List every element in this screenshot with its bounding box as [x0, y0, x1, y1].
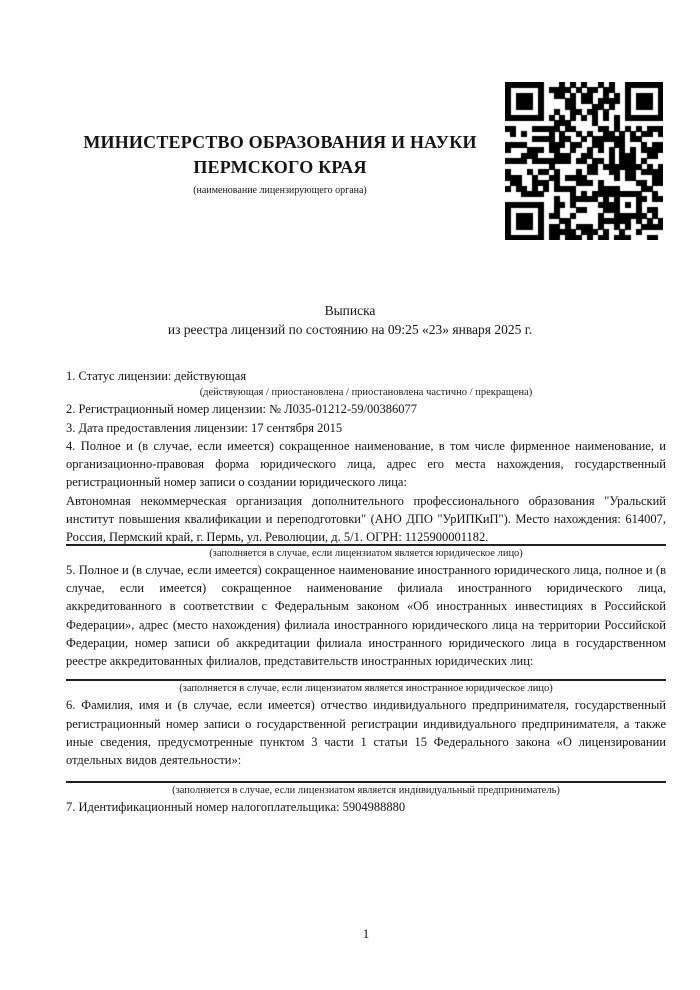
- legal-entity-note: (заполняется в случае, если лицензиатом является юридическое лицо): [209, 547, 523, 559]
- qr-code-canvas: [505, 82, 663, 240]
- grant-date-item: 3. Дата предоставления лицензии: 17 сентября 2015: [66, 420, 343, 435]
- ministry-name: [66, 130, 494, 180]
- qr-code: [505, 82, 663, 240]
- document-title-line2: из реестра лицензий по состоянию на 09:25 «23» января 2025 г.: [167, 321, 533, 337]
- ministry-header: [66, 130, 494, 197]
- document-title: [0, 302, 700, 339]
- legal-entity-item: 4. Полное и (в случае, если имеется) сокращенное наименование, в том числе фирменное наименование, и организационно-правовая форма юридического лица, адрес его места нахождения, государственный регистрационный номер записи о создании юридического лица:: [66, 438, 666, 490]
- page-number: 1: [362, 926, 370, 941]
- ministry-name-line2: ПЕРМСКОГО КРАЯ: [193, 157, 367, 177]
- registration-number-item: 2. Регистрационный номер лицензии: № Л035-01212-59/00386077: [66, 402, 417, 417]
- license-status-item: 1. Статус лицензии: действующая: [66, 369, 247, 383]
- taxpayer-id-item: 7. Идентификационный номер налогоплательщика: 5904988880: [66, 799, 406, 814]
- entrepreneur-note: (заполняется в случае, если лицензиатом является индивидуальный предприниматель): [172, 784, 560, 796]
- ministry-name-line1: МИНИСТЕРСТВО ОБРАЗОВАНИЯ И НАУКИ: [83, 132, 477, 152]
- entrepreneur-item: 6. Фамилия, имя и (в случае, если имеется) отчество индивидуального предпринимателя, государственный регистрационный номер записи о государственной регистрации индивидуального предпринимателя, а также иные сведения, предусмотренные пунктом 3 части 1 статьи 15 Федерального закона «О лицензировании отдельных видов деятельности»:: [66, 698, 666, 768]
- foreign-entity-item: 5. Полное и (в случае, если имеется) сокращенное наименование иностранного юридического лица, полное и (в случае, если имеется) сокращенное наименование филиала иностранного юридического лица, аккредитованного в соответствии с Федеральным законом «Об иностранных инвестициях в Российской Федерации», адрес (место нахождения) филиала иностранного юридического лица на территории Российской Федерации, номер записи об аккредитации филиала иностранного юридического лица в государственном реестре аккредитованных филиалов, представительств иностранных юридических лиц:: [66, 562, 666, 669]
- legal-entity-value: Автономная некоммерческая организация дополнительного профессионального образования "Уральский институт повышения квалификации и переподготовки" (АНО ДПО "УрИПКиП"). Место нахождения: 614007, Россия, Пермский край, г. Пермь, ул. Революции, д. 5/1. ОГРН: 1125900001182.: [66, 493, 666, 545]
- license-status-note: (действующая / приостановлена / приостановлена частично / прекращена): [199, 387, 533, 399]
- license-extract-items: [66, 367, 666, 816]
- ministry-caption: (наименование лицензирующего органа): [193, 185, 367, 196]
- foreign-entity-note: (заполняется в случае, если лицензиатом является иностранное юридическое лицо): [179, 683, 553, 695]
- document-title-line1: Выписка: [324, 303, 376, 318]
